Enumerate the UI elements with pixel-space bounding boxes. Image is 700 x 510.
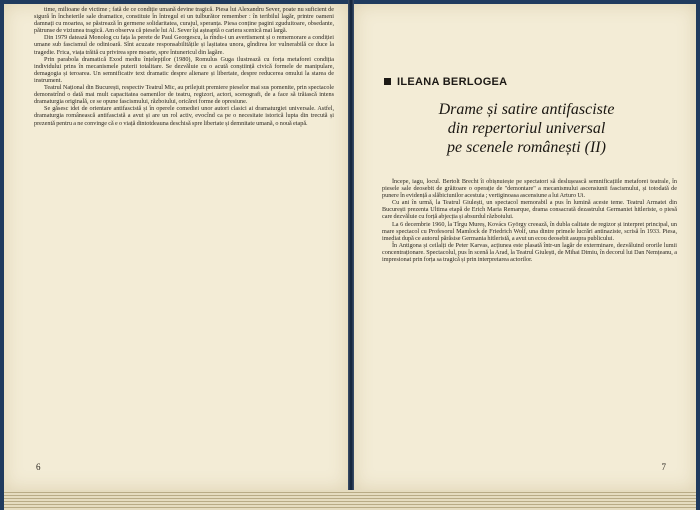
paragraph: time, milioane de victime ; fată de ce condiție umană devine tragică. Piesa lui Alexandru Sever, poate nu suficient de sigură în încheierile sale dramatice, constituie în întregul ei un tulburător remember : în teribilul lagăr, printre oameni damnați cu moartea, se păstrează în germene solidaritatea, curajul, speranța. Piesa conține pagini zguduitoare, obsedante, pătrunse de viziunea tragică. Am observa că piesele lui Al. Sever își așteaptă o cariera scenică mai largă.	[34, 6, 334, 35]
left-page	[4, 4, 348, 490]
page-number-right: 7	[661, 462, 666, 472]
paragraph: Prin parabola dramatică Exod mediu înțelepților (1980), Romulus Guga ilustrează cu forța metaforei condiția individului prins în mecanismele puterii totalitare. Se dezvăluie cu o acută conștiință civică formele de manipulare, demagogia și teroarea. Un semnificativ text dramatic despre alienare și libertate, despre reducerea omului la starea de instrument.	[34, 55, 334, 84]
author-heading	[384, 76, 507, 88]
title-line: pe scenele românești (II)	[447, 139, 606, 156]
paragraph: În Antigona și ceilalți de Peter Karvas, acțiunea este plasată într-un lagăr de exterminare, dezvăluind ororile lumii concentraționare. Spectacolul, pus în scenă la Arad, la Teatrul Giulești, de Mihai Dimiu, în decorul lui Dan Nemțeanu, a impresionat prin forța sa tragică și prin interpretarea actorilor.	[382, 241, 677, 264]
title-line: Drame și satire antifasciste	[438, 101, 615, 118]
paragraph: Din 1979 datează Monolog cu fața la perete de Paul Georgescu, la rîndu-i un avertisment și o rememorare a condiției umane sub fascismul de odinioară. Sînt acuzate responsabilitățile și lașitatea unora, gîndirea lor vulnerabilă ce duce la tragedie. Frica, viața trăită cu privirea spre moarte, spre întunericul din lagăre.	[34, 34, 334, 56]
paragraph: La 6 decembrie 1960, la Tîrgu Mureș, Kovács György creează, în dubla calitate de regizor și interpret principal, un mare spectacol cu Profesorul Mamlock de Friedrich Wolf, una dintre primele lucrări antinaziste, scrisă în 1933. Piesa, imediat după ce autorul părăsise Germania hitleristă, a avut un ecou deosebit asupra publicului.	[382, 220, 677, 242]
right-page-text	[382, 178, 677, 443]
left-page-text	[34, 6, 334, 406]
square-bullet-icon	[384, 78, 391, 85]
author-name: ILEANA BERLOGEA	[397, 76, 508, 88]
right-page	[354, 4, 696, 490]
page-edges	[4, 490, 696, 510]
article-title	[384, 100, 669, 157]
title-line: din repertoriul universal	[447, 120, 606, 137]
paragraph: Cu ani în urmă, la Teatrul Giulești, un spectacol memorabil a pus în lumină aceste teme. Teatrul Armatei din București prezenta Ultima etapă de Erich Maria Remarque, drama consacrată dezastrului Germaniei hitleriste, o piesă care dezvăluie cu forță abjecția și absurdul războiului.	[382, 199, 677, 221]
page-number-left: 6	[36, 462, 41, 472]
book-spread	[4, 0, 696, 510]
paragraph: Se găsesc idei de orientare antifascistă și în operele comediei unor autori clasici ai dramaturgiei universale. Astfel, dramaturgia românească antifascistă a avut și are un rol activ, evocînd ca pe o necesitate istorică lupta din trecută și prezentă pentru a ne convinge că e o viață dintotdeauna deschisă spre libertate și demnitate umană, o nouă etapă.	[34, 105, 334, 127]
paragraph: Începe, iagu, locul. Bertolt Brecht îi obișnuiește pe spectatori să deslușească semnificațiile metaforei teatrale, în piesele sale deosebit de grăitoare o operație de "demontare" a mecanismului ascensiunii fascismului, și totodată de punere în evidență a slăbiciunilor acestuia ; vertiginoasa ascensiune a lui Arturo Ui.	[382, 178, 677, 200]
paragraph: Teatrul Național din București, respectiv Teatrul Mic, au prilejuit premiere pieselor mai sus pomenite, prin spectacole demonstrînd o dată mai mult capacitatea oamenilor de teatru, regizori, actori, scenografi, de a face să trăiască intens dramaturgia originală, ce se opune fascismului, războiului, oricărei forme de opresiune.	[34, 84, 334, 106]
